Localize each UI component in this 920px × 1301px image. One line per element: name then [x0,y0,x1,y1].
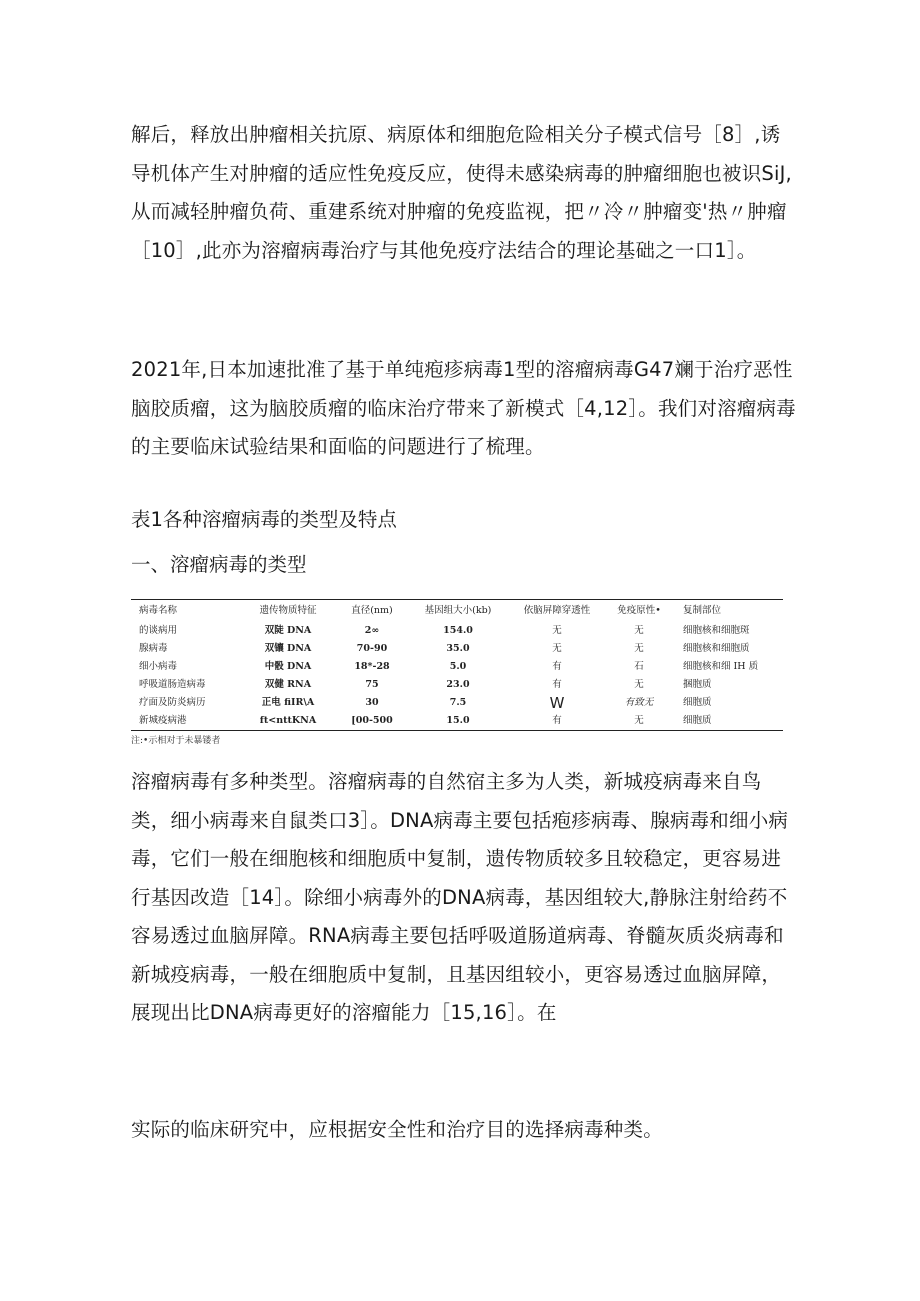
header-virus-name: 病毒名称 [139,605,178,616]
table-row [131,694,801,712]
cell-genetic-material: ft<nttKNA [259,715,317,726]
cell-genetic-material: 中骰 DNA [264,661,312,672]
cell-genetic-material: 双健 RNA [264,679,312,690]
cell-diameter: [00-500 [351,715,393,726]
cell-virus-name: 的谈病用 [139,625,178,636]
cell-genome-size: 15.0 [446,715,470,726]
virus-types-table [131,599,783,746]
cell-genome-size: 5.0 [449,661,467,672]
header-genome-size: 基因组大小(kb) [424,605,492,616]
cell-diameter: 18*-28 [354,661,390,672]
cell-bbb-penetration: 有 [552,715,562,726]
cell-immunogenicity: 石 [634,661,644,672]
cell-genome-size: 23.0 [446,679,470,690]
cell-bbb-penetration: 无 [552,625,562,636]
cell-immunogenicity: 有致无 [624,697,654,708]
paragraph-g47-approval: 2021年,日本加速批准了基于单纯疱疹病毒1型的溶瘤病毒G47斓于治疗恶性脑胶质瘤，这为脑胶质瘤的临床治疗带来了新模式［4,12］。我们对溶瘤病毒的主要临床试验结果和面临的问题进行了梳理。 [131,358,796,458]
table-bottom-rule [131,730,783,731]
cell-virus-name: 新城疫病港 [139,715,187,726]
cell-replication-site: 细胞质 [683,715,712,726]
cell-bbb-penetration: 有 [552,661,562,672]
cell-virus-name: 腺病毒 [139,643,168,654]
table-row [131,622,801,640]
header-bbb-penetration: 依脑屏障穿透性 [523,605,591,616]
cell-immunogenicity: 无 [634,679,644,690]
cell-replication-site: 细胞核和细胞斑 [683,625,750,636]
cell-bbb-penetration: W [549,694,565,712]
cell-diameter: 70-90 [356,643,388,654]
cell-immunogenicity: 无 [634,715,644,726]
header-immunogenicity: 免疫原性• [617,605,661,616]
header-genetic-material: 遗传物质特征 [259,605,317,616]
cell-replication-site: 细胞核和细胞质 [683,643,750,654]
header-replication-site: 复制部位 [683,605,722,616]
cell-diameter: 30 [365,697,379,708]
paragraph-immune-response: 解后，释放出肿瘤相关抗原、病原体和细胞危险相关分子模式信号［8］,诱导机体产生对肿瘤的适应性免疫反应，使得未感染病毒的肿瘤细胞也被识SiJ,从而减轻肿瘤负荷、重建系统对肿瘤的免疫监视，把〃冷〃肿瘤变'热〃肿瘤［10］,此亦为溶瘤病毒治疗与其他免疫疗法结合的理论基础之一口1］。 [131,123,792,262]
table-row [131,712,801,730]
table-caption: 表1各种溶瘤病毒的类型及特点 [131,508,397,531]
table-header-row [131,600,801,622]
cell-genetic-material: 双镶 DNA [264,643,312,654]
paragraph-clinical-selection: 实际的临床研究中，应根据安全性和治疗目的选择病毒种类。 [131,1118,663,1141]
table-footnote: 注:•示相对于未暴镂者 [131,736,221,746]
cell-genetic-material: 双陡 DNA [264,625,312,636]
cell-bbb-penetration: 有 [552,679,562,690]
cell-genome-size: 154.0 [443,625,473,636]
table-row [131,640,801,658]
cell-diameter: 2∞ [364,625,380,636]
section-heading: 一、溶瘤病毒的类型 [131,553,307,576]
cell-replication-site: 细胞质 [683,697,712,708]
table-row [131,658,801,676]
header-diameter: 直径(nm) [351,605,393,616]
cell-genetic-material: 正电 fiIR\A [261,697,315,708]
cell-virus-name: 疗面及防炎病历 [139,697,206,708]
cell-diameter: 75 [365,679,379,690]
cell-immunogenicity: 无 [634,643,644,654]
cell-virus-name: 呼吸道肠造病毒 [139,679,206,690]
cell-virus-name: 细小病毒 [139,661,178,672]
table-row [131,676,801,694]
cell-immunogenicity: 无 [634,625,644,636]
paragraph-virus-types: 溶瘤病毒有多种类型。溶瘤病毒的自然宿主多为人类，新城疫病毒来自鸟类，细小病毒来自鼠类口3］。DNA病毒主要包括疱疹病毒、腺病毒和细小病毒，它们一般在细胞核和细胞质中复制，遗传物质较多且较稳定，更容易进行基因改造［14］。除细小病毒外的DNA病毒，基因组较大,静脉注射给药不容易透过血脑屏障。RNA病毒主要包括呼吸道肠道病毒、脊髓灰质炎病毒和新城疫病毒，一般在细胞质中复制，且基因组较小，更容易透过血脑屏障，展现出比DNA病毒更好的溶瘤能力［15,16］。在 [131,770,789,1024]
cell-bbb-penetration: 无 [552,643,562,654]
cell-genome-size: 35.0 [446,643,470,654]
cell-replication-site: 细胞核和细 IH 质 [683,661,759,672]
cell-genome-size: 7.5 [449,697,467,708]
cell-replication-site: 捆胞质 [683,679,712,690]
